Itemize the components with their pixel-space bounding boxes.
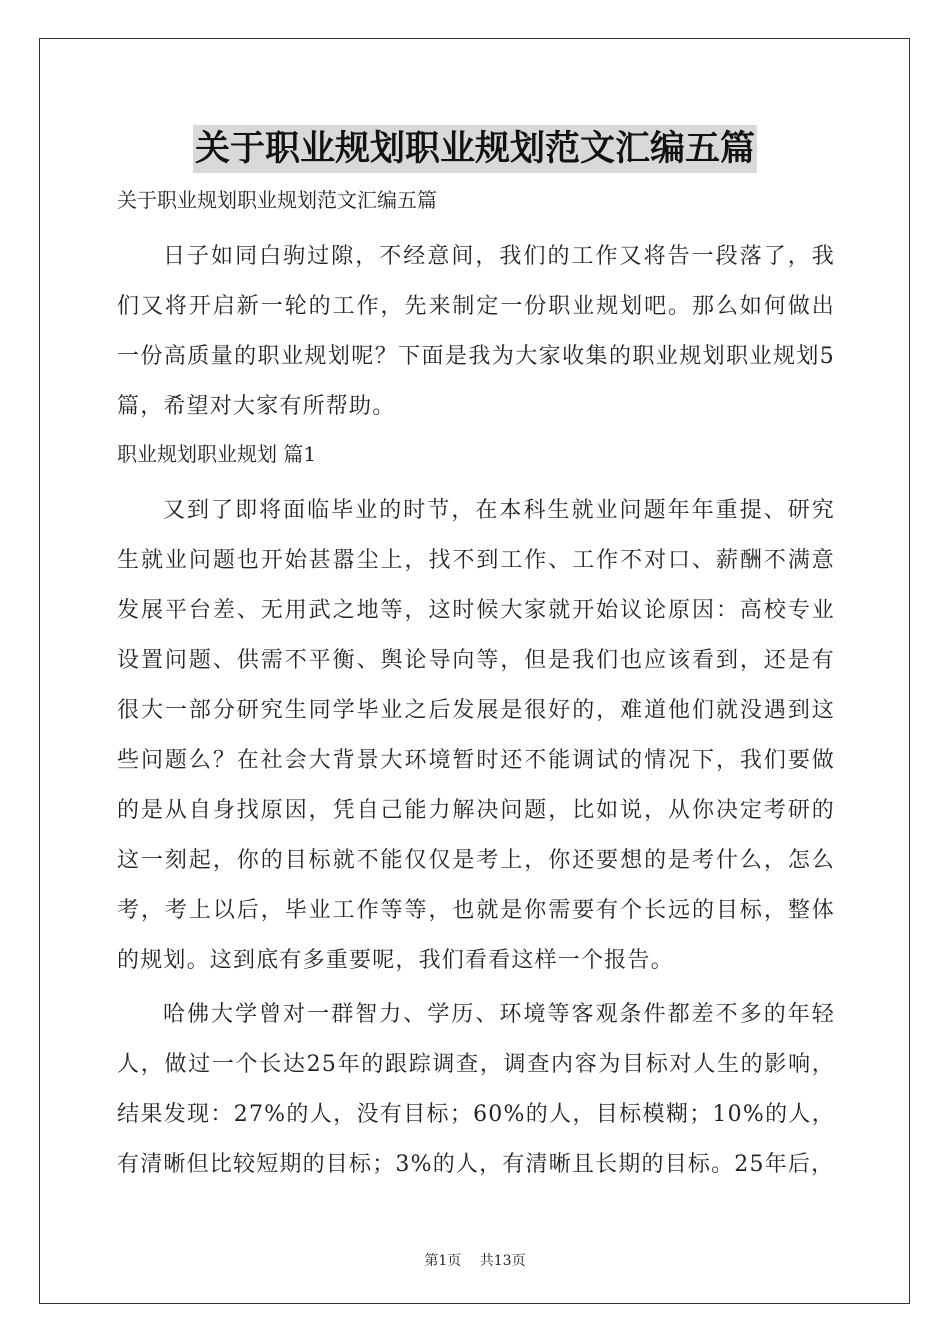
page-total: 共13页: [479, 1253, 526, 1269]
page-number: 第1页: [424, 1253, 462, 1269]
document-body: [117, 182, 835, 1194]
document-subtitle: 关于职业规划职业规划范文汇编五篇: [117, 188, 437, 212]
intro-paragraph: 日子如同白驹过隙，不经意间，我们的工作又将告一段落了，我们又将开启新一轮的工作，先来制定一份职业规划吧。那么如何做出一份高质量的职业规划呢？下面是我为大家收集的职业规划职业规划5篇，希望对大家有所帮助。: [117, 244, 835, 419]
body-paragraph: 哈佛大学曾对一群智力、学历、环境等客观条件都差不多的年轻人，做过一个长达25年的跟踪调查，调查内容为目标对人生的影响，结果发现：27%的人，没有目标；60%的人，目标模糊；10%的人，有清晰但比较短期的目标；3%的人，有清晰且长期的目标。25年后，: [117, 1002, 835, 1177]
document-title: 关于职业规划职业规划范文汇编五篇: [193, 125, 757, 173]
section-heading: 职业规划职业规划 篇1: [117, 442, 317, 466]
page-footer: [0, 1250, 950, 1270]
body-paragraph: 又到了即将面临毕业的时节，在本科生就业问题年年重提、研究生就业问题也开始甚嚣尘上，找不到工作、工作不对口、薪酬不满意发展平台差、无用武之地等，这时候大家就开始议论原因：高校专业设置问题、供需不平衡、舆论导向等，但是我们也应该看到，还是有很大一部分研究生同学毕业之后发展是很好的，难道他们就没遇到这些问题么？在社会大背景大环境暂时还不能调试的情况下，我们要做的是从自身找原因，凭自己能力解决问题，比如说，从你决定考研的这一刻起，你的目标就不能仅仅是考上，你还要想的是考什么，怎么考，考上以后，毕业工作等等，也就是你需要有个长远的目标，整体的规划。这到底有多重要呢，我们看看这样一个报告。: [117, 498, 835, 973]
title-container: [0, 125, 950, 173]
